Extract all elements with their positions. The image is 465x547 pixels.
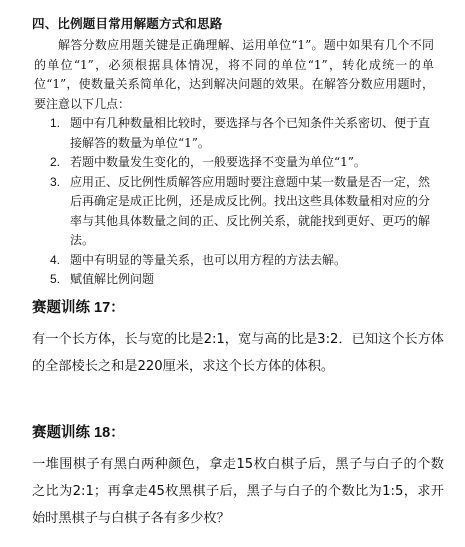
exercise-18-title: 赛题训练 18： [32,425,125,441]
point-number: 3. [50,174,61,189]
point-item [50,270,440,290]
point-item [50,251,440,271]
intro-paragraph: 解答分数应用题关键是正确理解、运用单位“1”。题中如果有几个不同的单位“1”，必须根据具体情况，将不同的单位“1”，转化成统一的单位“1”，使数量关系简单化，达到解决问题的效果。在解答分数应用题时，要注意以下几点： [34,38,434,111]
point-number: 5. [50,272,61,286]
point-number: 2. [50,155,61,169]
exercise-17-body: 有一个长方体，长与宽的比是2:1，宽与高的比是3:2．已知这个长方体的全部棱长之和是220厘米，求这个长方体的体积。 [32,332,444,374]
point-text: 赋值解比例问题 [70,272,155,286]
point-text: 若题中数量发生变化的，一般要选择不变量为单位“1”。 [70,155,366,169]
point-text: 应用正、反比例性质解答应用题时要注意题中某一数量是否一定，然后再确定是成正比例，还是成反比例。找出这些具体数量相对应的分率与其他具体数量之间的正、反比例关系，就能找到更好、更巧的解法。 [70,174,431,247]
point-text: 题中有几种数量相比较时，要选择与各个已知条件关系密切、便于直接解答的数量为单位“1”。 [70,116,431,150]
point-item [50,173,440,251]
point-text: 题中有明显的等量关系，也可以用方程的方法去解。 [70,252,347,267]
point-item [50,153,440,173]
section-title: 四、比例题目常用解题方式和思路 [32,16,223,31]
point-number: 4. [50,252,61,267]
exercise-17-title: 赛题训练 17： [32,300,125,316]
points-list [50,114,440,290]
exercise-18-body: 一堆围棋子有黑白两种颜色，拿走15枚白棋子后，黑子与白子的个数之比为2:1；再拿走45枚黑棋子后，黑子与白子的个数比为1:5，求开始时黑棋子与白棋子各有多少枚？ [32,457,444,526]
point-number: 1. [50,116,61,130]
point-item [50,114,440,153]
